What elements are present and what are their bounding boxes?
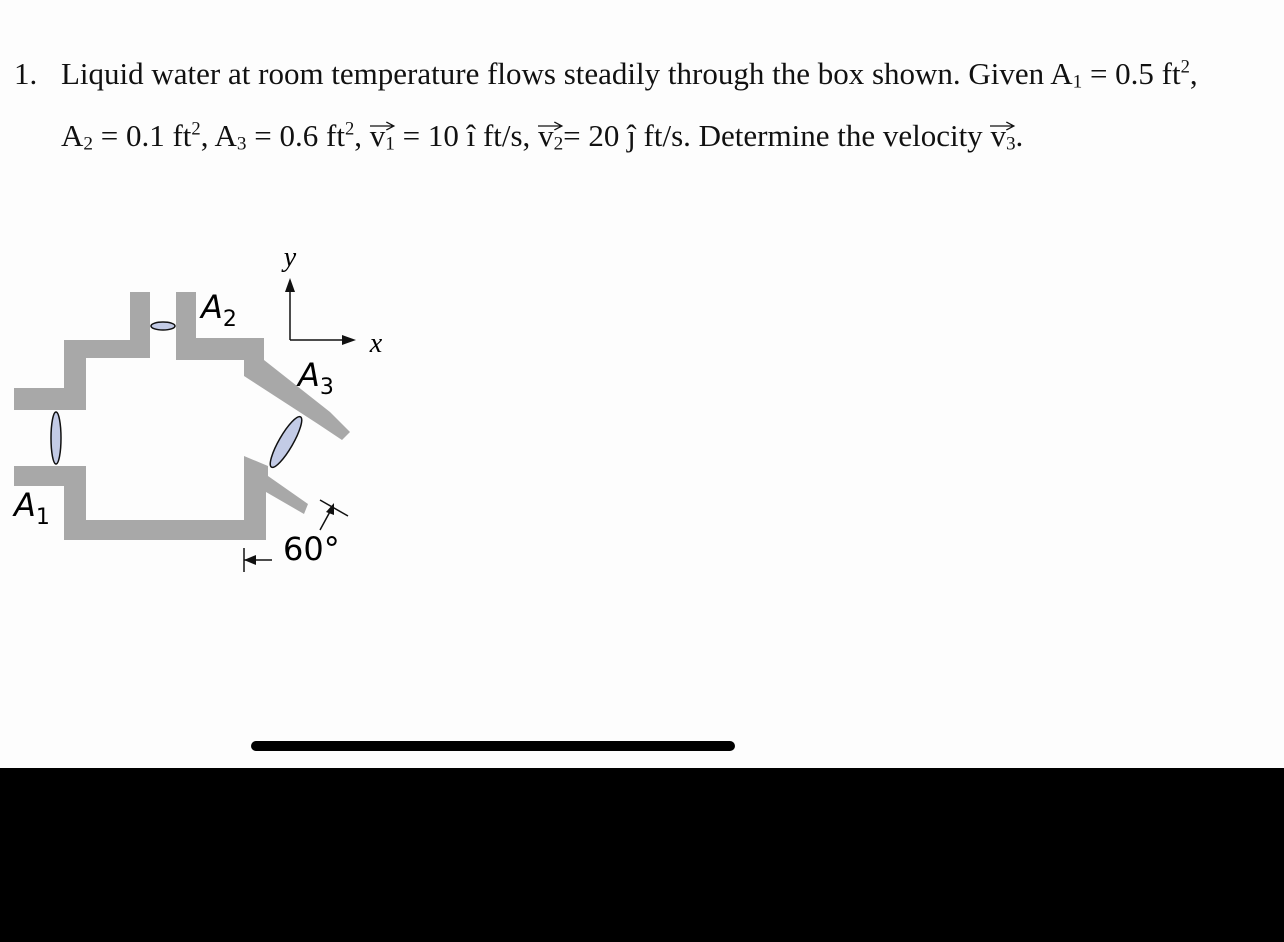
a2-label: $A_2$	[201, 288, 237, 332]
axes	[285, 278, 356, 345]
a3-sep: ,	[354, 118, 370, 153]
axis-y-label: y	[283, 242, 297, 273]
a2-face	[151, 322, 175, 330]
line2-end: .	[1015, 118, 1024, 153]
v2-eq: = 20 ĵ ft/s. Determine the velocity	[563, 118, 991, 153]
v2-sub: 2	[553, 133, 564, 155]
vector-arrow-icon	[538, 120, 563, 130]
a3-eq: = 0.6 ft	[246, 118, 345, 153]
a3-face	[265, 413, 306, 470]
y-arrow-icon	[285, 278, 295, 292]
line1-sup: 2	[1180, 56, 1190, 78]
line1-sub: 1	[1072, 71, 1083, 93]
problem-number: 1.	[14, 56, 38, 91]
v2-base: v	[538, 118, 554, 153]
v1-eq: = 10 î ft/s,	[394, 118, 539, 153]
a2-eq: = 0.1 ft	[93, 118, 192, 153]
a3-label: $A_3$	[298, 356, 334, 400]
v3-vector	[990, 118, 1015, 155]
x-arrow-icon	[342, 335, 356, 345]
a1-label: $A_1$	[14, 486, 50, 530]
problem-line-2	[61, 118, 1023, 155]
wall-bottom	[14, 456, 308, 540]
angle-label: 60°	[283, 530, 340, 568]
v1-vector	[370, 118, 395, 155]
vector-arrow-icon	[990, 120, 1015, 130]
v1-base: v	[369, 118, 386, 153]
home-indicator-bar[interactable]	[251, 741, 735, 751]
a2-sep: ,	[200, 118, 215, 153]
flow-box-diagram	[0, 230, 383, 590]
bottom-black-area	[0, 768, 1284, 942]
line1-text: Liquid water at room temperature flows steadily through the box shown. Given A	[61, 56, 1073, 91]
line1-end: ,	[1189, 56, 1198, 91]
v3-sub: 3	[1005, 133, 1016, 155]
a2-sup: 2	[191, 118, 201, 140]
a3-base: A	[214, 118, 237, 153]
problem-statement	[0, 0, 1284, 200]
a2-sub: 2	[83, 133, 93, 155]
v3-base: v	[990, 118, 1006, 153]
wall-inlet-top	[14, 292, 150, 410]
line1-eq: = 0.5 ft	[1082, 56, 1181, 91]
a2-base: A	[61, 118, 84, 153]
vector-arrow-icon	[370, 120, 395, 130]
problem-line-1	[61, 56, 1198, 93]
axis-x-label: x	[369, 328, 383, 359]
a1-face	[51, 412, 61, 464]
angle-arrow-left-icon	[244, 555, 256, 565]
v1-sub: 1	[385, 133, 395, 155]
a3-sup: 2	[344, 118, 355, 140]
v2-vector	[538, 118, 563, 155]
a3-sub: 3	[236, 133, 247, 155]
